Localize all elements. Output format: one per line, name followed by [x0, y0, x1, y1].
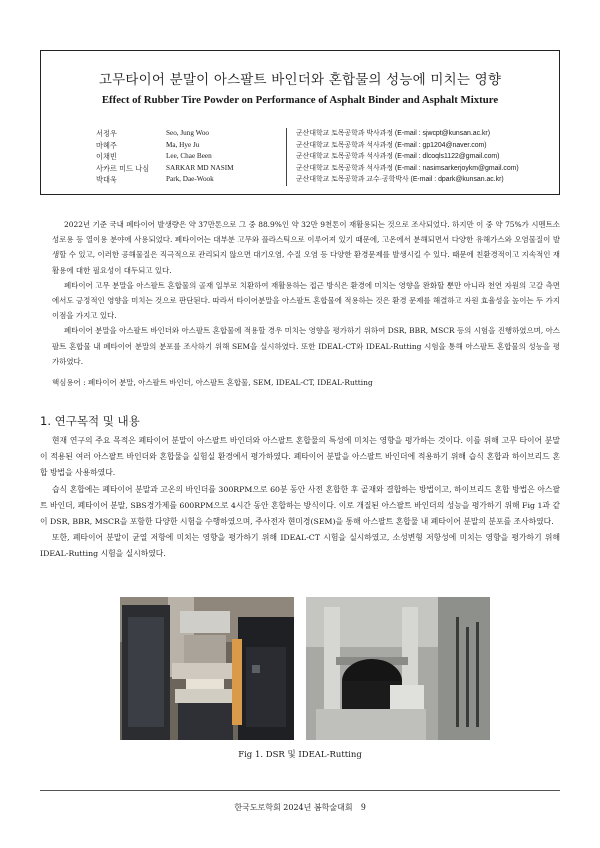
- abstract-paragraph: 폐타이어 분말을 아스팔트 바인더와 아스팔트 혼합물에 적용할 경우 미치는 영향을 평가하기 위하여 DSR, BBR, MSCR 등의 시험을 진행하였으며, 아스팔트 혼합물 내 폐타이어 분말의 분포를 조사하기 위해 SEM을 실시하였다. 또한 IDEAL-CT와 IDEAL-Rutting 시험을 통해 아스팔트 혼합물의 성능을 평가하였다.: [52, 326, 560, 366]
- author-row: [96, 140, 556, 152]
- section-body: [40, 433, 560, 563]
- author-name-korean: 마혜주: [96, 140, 117, 150]
- author-divider: [286, 151, 287, 163]
- author-affiliation: 군산대학교 토목공학과 석사과정 (E-mail : gp1204@naver.com): [296, 141, 487, 149]
- author-affiliation: 군산대학교 토목공학과 박사과정 (E-mail : sjwcpt@kunsan.ac.kr): [296, 130, 490, 137]
- abstract: [52, 217, 560, 369]
- author-name-korean: 사카르 미드 나심: [96, 163, 150, 173]
- author-list: [96, 128, 556, 186]
- author-divider: [286, 174, 287, 186]
- abstract-paragraph: 폐타이어 고무 분말을 아스팔트 혼합물의 골재 일부로 치환하여 재활용하는 접근 방식은 환경에 미치는 영향을 완화할 뿐만 아니라 천연 자원의 고갈 측면에서도 긍정적인 영향을 미치는 것으로 판단된다. 따라서 타이어분말을 아스팔트 혼합물에 적용하는 것은 환경 문제를 해결하고 자원 효율성을 높이는 두 가지 이점을 가지고 있다.: [52, 280, 560, 321]
- author-name-english: Ma, Hye Ju: [166, 140, 200, 149]
- author-row: [96, 128, 556, 140]
- keywords-text: 폐타이어 분말, 아스팔트 바인더, 아스팔트 혼합물, SEM, IDEAL-CT, IDEAL-Rutting: [87, 378, 373, 387]
- author-divider: [286, 163, 287, 175]
- author-name-english: Park, Dae-Wook: [166, 175, 214, 183]
- footer-divider: [40, 790, 560, 791]
- author-name-korean: 서정우: [96, 129, 117, 138]
- author-affiliation: 군산대학교 토목공학과 석사과정 (E-mail : nasimsarkerjoykm@gmail.com): [296, 164, 519, 172]
- section-paragraph: 습식 혼합에는 폐타이어 분말과 고온의 바인더를 300RPM으로 60분 동안 사전 혼합한 후 골재와 결합하는 방법이고, 하이브리드 혼합 방법은 아스팔트 바인더, 폐타이어 분말, SBS경가제를 600RPM으로 4시간 동안 혼합하는 방식이다. 이로 개질된 아스팔트 바인더의 성능을 평가하기 위해 Fig 1과 같이 DSR, BBR, MSCR을 포함한 다양한 시험을 수행하였으며, 주사전자 현미경(SEM)을 통해 아스팔트 혼합물 내 폐타이어 분말의 분포를 조사하였다.: [40, 484, 560, 527]
- section-paragraph: 또한, 폐타이어 분말이 균열 저항에 미치는 영향을 평가하기 위해 IDEAL-CT 시험을 실시하였고, 소성변형 저항성에 미치는 영향을 평가하기 위해 IDEAL-Rutting 시험을 실시하였다.: [40, 533, 560, 559]
- author-row: [96, 151, 556, 163]
- page-footer: [0, 802, 600, 813]
- paper-title-english: Effect of Rubber Tire Powder on Performance of Asphalt Binder and Asphalt Mixture: [101, 94, 499, 106]
- title-box: [40, 50, 560, 195]
- keywords: [52, 377, 373, 388]
- figure-caption: Fig 1. DSR 및 IDEAL-Rutting: [238, 750, 362, 760]
- page-number: 9: [361, 802, 366, 812]
- conference-name: 한국도로학회 2024년 봄학술대회: [234, 803, 353, 812]
- author-affiliation: 군산대학교 토목공학과 교수·공학박사 (E-mail : dpark@kunsan.ac.kr): [296, 176, 504, 183]
- section-paragraph: 현재 연구의 주요 목적은 폐타이어 분말이 아스팔트 바인더와 아스팔트 혼합물의 특성에 미치는 영향을 평가하는 것이다. 이를 위해 고무 타이어 분말이 적용된 여러 아스팔트 바인더와 혼합물을 실험실 환경에서 평가하였다. 폐타이어 분말을 아스팔트 바인더에 적용하기 위해 습식 혼합과 하이브리드 혼합 방법을 사용하였다.: [40, 436, 560, 478]
- author-name-english: SARKAR MD NASIM: [166, 163, 234, 172]
- author-row: [96, 163, 556, 175]
- author-name-korean: 박대욱: [96, 175, 117, 184]
- keywords-label: 핵심용어 :: [52, 378, 86, 387]
- author-name-english: Seo, Jung Woo: [166, 129, 210, 137]
- abstract-paragraph: 2022년 기준 국내 폐타이어 발생량은 약 37만톤으로 그 중 88.9%인 약 32만 9천톤이 재활용되는 것으로 조사되었다. 하지만 이 중 약 75%가 시멘트소성로용 등 열이용 분야에 사용되었다. 폐타이어는 대부분 고무와 플라스틱으로 이루어져 있기 때문에, 고온에서 분해되면서 다양한 유해가스와 오염물질이 발생할 수 있고, 이러한 공해물질은 직극적으로 관리되지 않으면 대기오염, 수질 오염 등 다양한 환경문제를 발생시킬 수 있다. 때문에 친환경적이고 지속적인 재활용에 대한 필요성이 대두되고 있다.: [52, 220, 560, 275]
- dsr-equipment-photo: [120, 597, 294, 740]
- author-affiliation: 군산대학교 토목공학과 석사과정 (E-mail : dlcoqls1122@gmail.com): [296, 153, 500, 160]
- section-title: 1. 연구목적 및 내용: [40, 414, 140, 428]
- author-divider: [286, 140, 287, 152]
- paper-title-korean: 고무타이어 분말이 아스팔트 바인더와 혼합물의 성능에 미치는 영향: [98, 72, 502, 88]
- author-name-korean: 이채빈: [96, 152, 117, 161]
- author-name-english: Lee, Chae Been: [166, 152, 212, 160]
- ideal-rutting-photo: [306, 597, 490, 740]
- author-row: [96, 174, 556, 186]
- author-divider: [286, 128, 287, 140]
